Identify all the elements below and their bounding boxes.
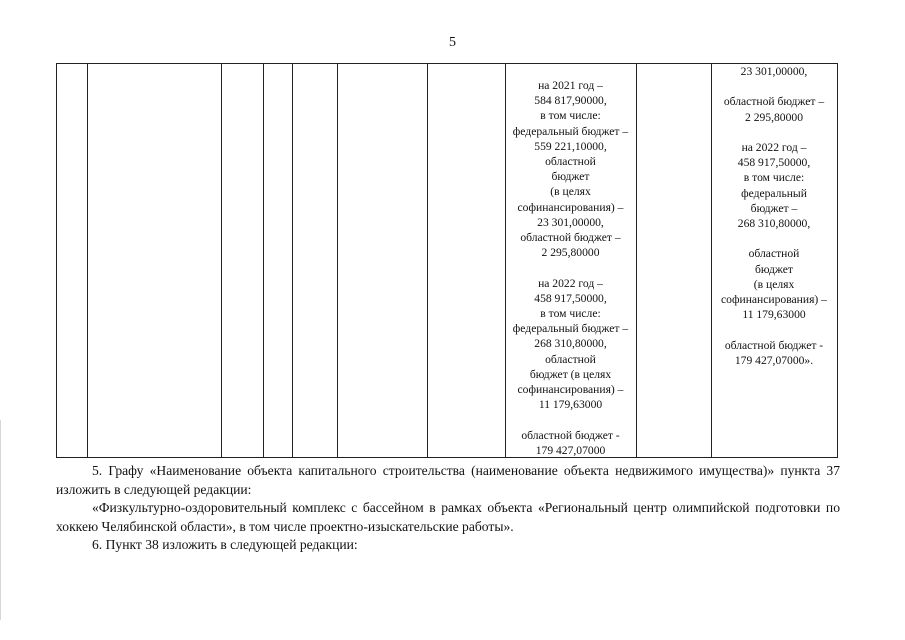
scan-edge-mark <box>0 420 1 620</box>
column-border <box>837 63 838 458</box>
paragraph-quote: «Физкультурно-оздоровительный комплекс с бассейном в рамках объекта «Региональный центр олимпийской подготовки по хоккею Челябинской области», в том числе проектно-изыскательские работы». <box>56 500 840 534</box>
table-bottom-border <box>56 457 838 458</box>
column-border <box>221 63 222 458</box>
column-border <box>427 63 428 458</box>
paragraph-item-5: 5. Графу «Наименование объекта капитального строительства (наименование объекта недвижимого имущества)» пункта 37 изложить в следующей редакции: <box>56 463 840 497</box>
funding-2021-2022-cell: на 2021 год – 584 817,90000, в том числе: федеральный бюджет – 559 221,10000, областной бюджет (в целях софинансирования) – 23 301,00000, областной бюджет – 2 295,80000 на 2022 год – 458 917,50000, в том числе: федеральный бюджет – 268 310,80000, областной бюджет (в целях софинансирования) – 11 179,63000 областной бюджет - 179 427,07000 <box>512 79 629 457</box>
column-border <box>263 63 264 458</box>
column-border <box>87 63 88 458</box>
page-number: 5 <box>449 35 456 50</box>
column-border <box>292 63 293 458</box>
funding-continuation-cell: 23 301,00000, областной бюджет – 2 295,80000 на 2022 год – 458 917,50000, в том числе: федеральный бюджет – 268 310,80000, областной бюджет (в целях софинансирования) – 11 179,63000 областной бюджет - 179 427,07000». <box>721 65 827 367</box>
column-border <box>337 63 338 458</box>
column-border <box>56 63 57 458</box>
column-border <box>636 63 637 458</box>
paragraph-item-6: 6. Пункт 38 изложить в следующей редакции: <box>92 537 358 552</box>
budget-table <box>56 63 838 458</box>
